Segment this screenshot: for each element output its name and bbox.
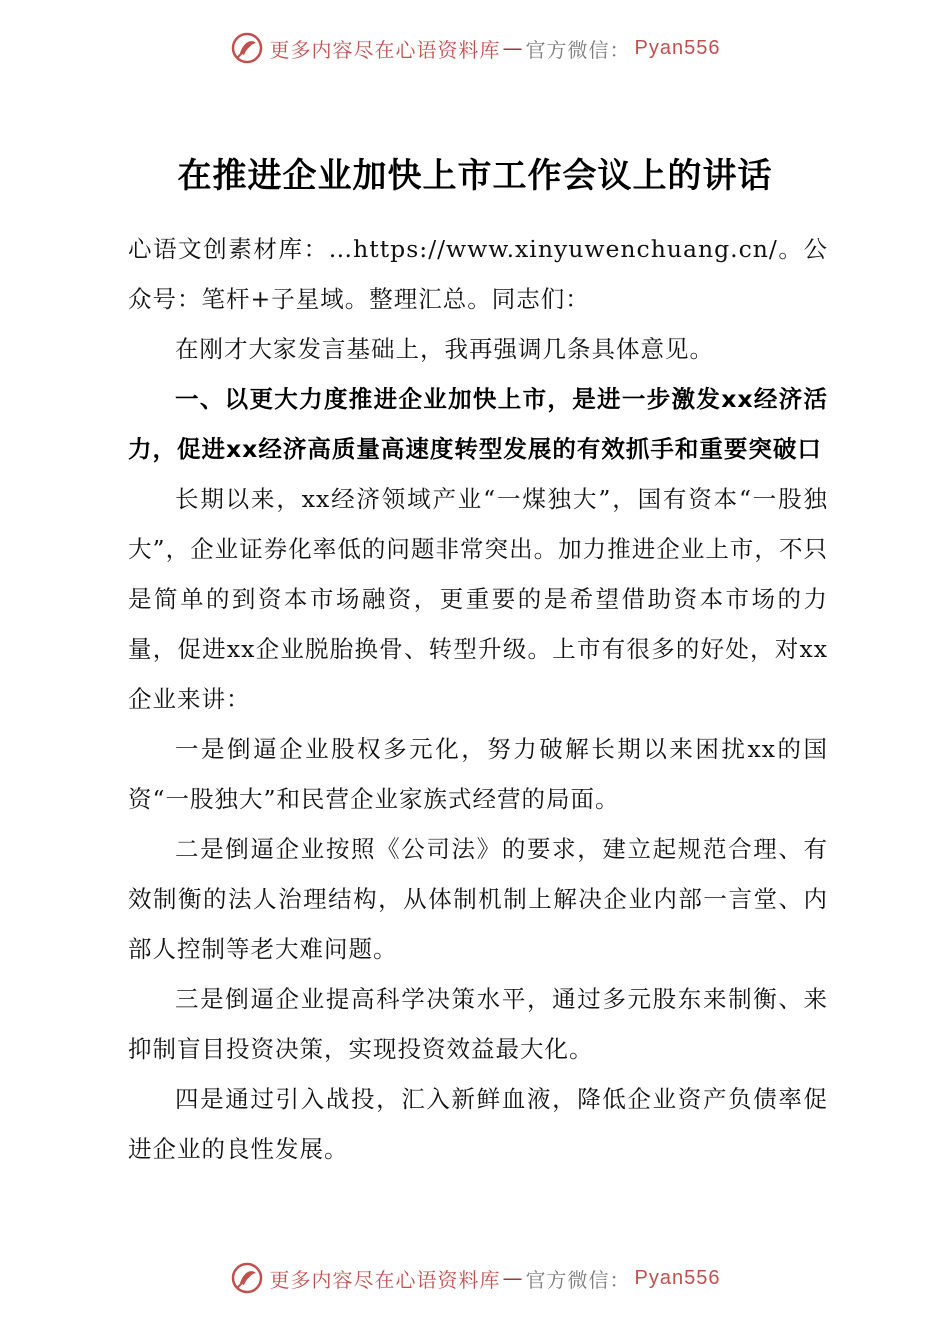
body-paragraph: 二是倒逼企业按照《公司法》的要求，建立起规范合理、有效制衡的法人治理结构，从体制机制上解决企业内部一言堂、内部人控制等老大难问题。 <box>128 835 828 963</box>
banner-brand-text: 更多内容尽在心语资料库 <box>269 1267 501 1292</box>
banner-separator: — <box>502 36 524 60</box>
document-body <box>128 224 828 1174</box>
footer-watermark <box>0 1258 950 1298</box>
body-paragraph: 长期以来，xx经济领域产业“一煤独大”，国有资本“一股独大”，企业证券化率低的问题非常突出。加力推进企业上市，不只是简单的到资本市场融资，更重要的是希望借助资本市场的力量，促进xx企业脱胎换骨、转型升级。上市有很多的好处，对xx企业来讲： <box>128 485 828 713</box>
banner-official-label: 官方微信： <box>525 1267 631 1292</box>
banner-wechat-id: Pyan556 <box>634 1266 721 1289</box>
body-paragraph: 在刚才大家发言基础上，我再强调几条具体意见。 <box>175 335 714 363</box>
brand-logo-icon <box>230 31 264 65</box>
intro-paragraph: 心语文创素材库：…https://www.xinyuwenchuang.cn/。公众号：笔杆+子星域。整理汇总。同志们： <box>128 235 828 313</box>
body-paragraph: 四是通过引入战投，汇入新鲜血液，降低企业资产负债率促进企业的良性发展。 <box>128 1085 828 1163</box>
body-paragraph: 一是倒逼企业股权多元化，努力破解长期以来困扰xx的国资“一股独大”和民营企业家族式经营的局面。 <box>128 735 828 813</box>
document-title: 在推进企业加快上市工作会议上的讲话 <box>177 156 773 196</box>
banner-brand-text: 更多内容尽在心语资料库 <box>269 37 501 62</box>
banner-wechat-id: Pyan556 <box>634 36 721 59</box>
brand-logo-icon <box>230 1261 264 1295</box>
banner-separator: — <box>502 1266 524 1290</box>
section-heading: 一、以更大力度推进企业加快上市，是进一步激发xx经济活力，促进xx经济高质量高速度转型发展的有效抓手和重要突破口 <box>128 385 828 463</box>
banner-official-label: 官方微信： <box>525 37 631 62</box>
body-paragraph: 三是倒逼企业提高科学决策水平，通过多元股东来制衡、来抑制盲目投资决策，实现投资效益最大化。 <box>128 985 828 1063</box>
header-watermark <box>0 28 950 68</box>
